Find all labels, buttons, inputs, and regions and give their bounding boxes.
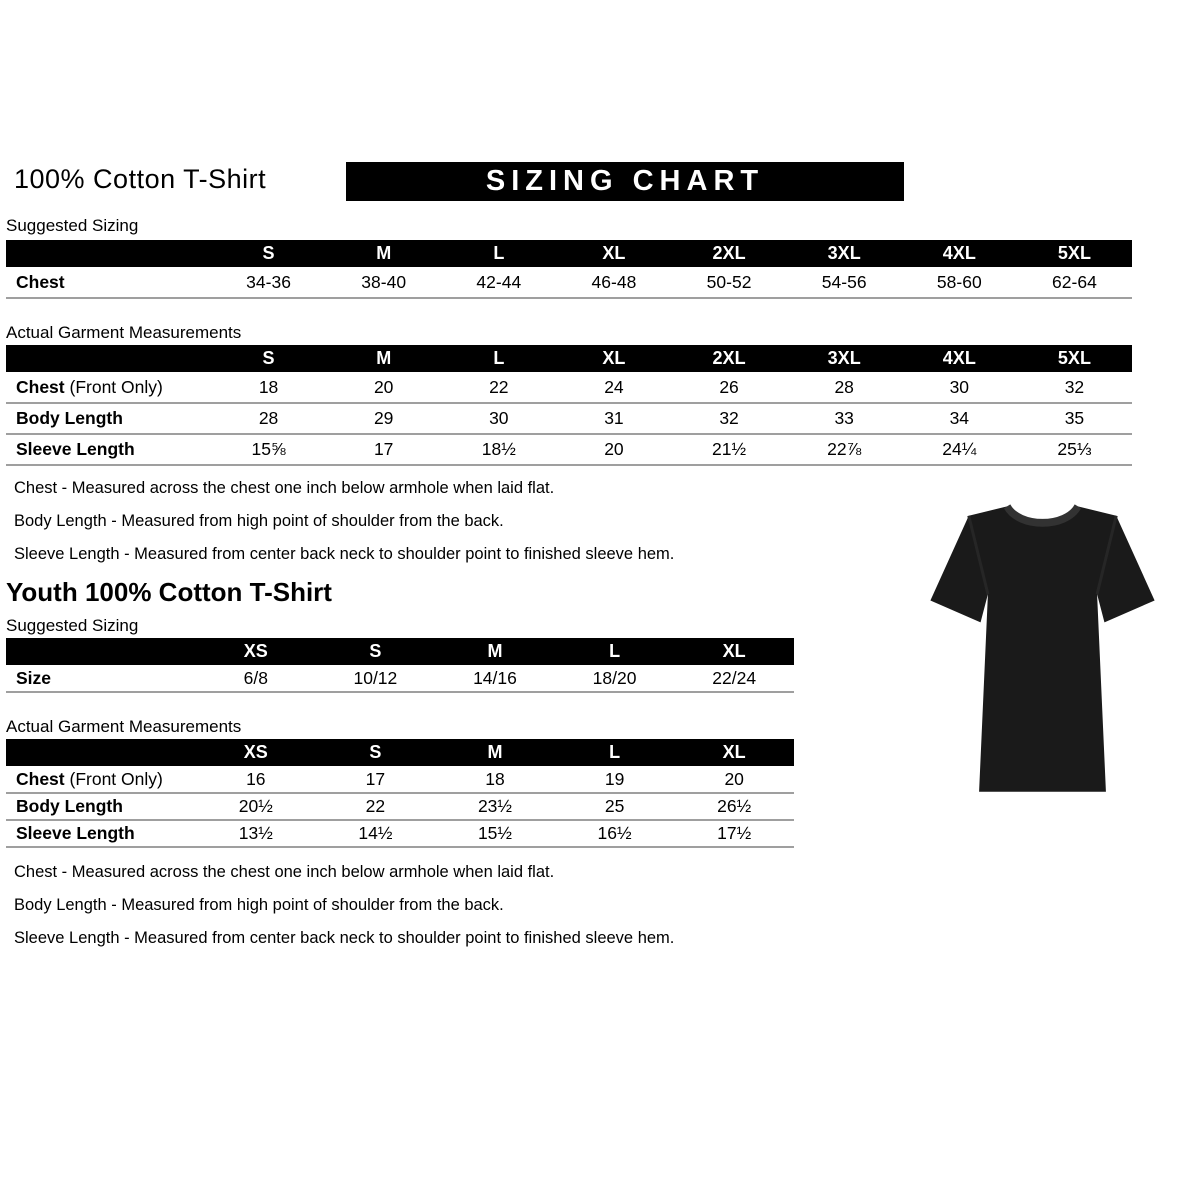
table-row-sleeve-length [6, 434, 1132, 465]
row-label-chest: Chest [6, 267, 211, 298]
header-cell: L [555, 739, 675, 766]
row-label-sleeve-length [6, 820, 196, 847]
size-cell: 24¼ [902, 434, 1017, 465]
size-cell: 25⅓ [1017, 434, 1132, 465]
row-label-body-length [6, 793, 196, 820]
header-cell: M [326, 345, 441, 372]
header-cell: M [435, 739, 555, 766]
note-chest: Chest - Measured across the chest one inch below armhole when laid flat. [14, 479, 555, 497]
header-cell-blank [6, 240, 211, 267]
size-cell: 18½ [441, 434, 556, 465]
row-label-chest [6, 372, 211, 403]
size-cell: 16 [196, 766, 316, 793]
size-cell: 26 [672, 372, 787, 403]
sizing-chart-banner: SIZING CHART [346, 162, 904, 201]
youth-measurement-notes [6, 862, 1136, 948]
size-cell: 30 [441, 403, 556, 434]
size-cell: 58-60 [902, 267, 1017, 298]
note-sleeve-length: Sleeve Length - Measured from center back neck to shoulder point to finished sleeve hem. [14, 929, 675, 947]
size-cell: 15⅝ [211, 434, 326, 465]
size-cell: 18 [211, 372, 326, 403]
youth-actual-measurements-label: Actual Garment Measurements [6, 717, 242, 736]
table-header-row [6, 240, 1132, 267]
table-row-body-length [6, 793, 794, 820]
size-cell: 32 [1017, 372, 1132, 403]
table-header-row [6, 345, 1132, 372]
size-cell: 50-52 [672, 267, 787, 298]
size-cell: 20 [326, 372, 441, 403]
note-sleeve-length: Sleeve Length - Measured from center back neck to shoulder point to finished sleeve hem. [14, 545, 675, 563]
size-cell: 21½ [672, 434, 787, 465]
header-cell: 2XL [672, 345, 787, 372]
header-cell: XS [196, 739, 316, 766]
note-body-length: Body Length - Measured from high point of shoulder from the back. [14, 512, 504, 530]
header-cell: M [326, 240, 441, 267]
table-header-row [6, 638, 794, 665]
size-cell: 46-48 [556, 267, 671, 298]
size-cell: 23½ [435, 793, 555, 820]
header-cell: 5XL [1017, 345, 1132, 372]
note-chest: Chest - Measured across the chest one inch below armhole when laid flat. [14, 863, 555, 881]
table-header-row [6, 739, 794, 766]
row-label-text: Body Length [16, 796, 123, 816]
header-cell: 5XL [1017, 240, 1132, 267]
header-cell: XL [556, 240, 671, 267]
row-label-size: Size [6, 665, 196, 692]
header-cell: 2XL [672, 240, 787, 267]
row-label-suffix: (Front Only) [64, 376, 163, 397]
header-cell: L [441, 345, 556, 372]
header-cell: XL [674, 739, 794, 766]
header-cell: S [211, 240, 326, 267]
size-cell: 17½ [674, 820, 794, 847]
size-cell: 16½ [555, 820, 675, 847]
adult-header-row [6, 160, 1136, 208]
size-cell: 19 [555, 766, 675, 793]
size-cell: 30 [902, 372, 1017, 403]
size-cell: 10/12 [316, 665, 436, 692]
tshirt-collar [1007, 506, 1078, 522]
row-label-body-length [6, 403, 211, 434]
youth-section-title: Youth 100% Cotton T-Shirt [6, 577, 332, 607]
adult-suggested-sizing-label: Suggested Sizing [6, 216, 139, 235]
size-cell: 6/8 [196, 665, 316, 692]
size-cell: 13½ [196, 820, 316, 847]
size-cell: 15½ [435, 820, 555, 847]
size-cell: 31 [556, 403, 671, 434]
header-cell: XL [674, 638, 794, 665]
size-cell: 22⅞ [787, 434, 902, 465]
header-cell: S [211, 345, 326, 372]
header-cell-blank [6, 739, 196, 766]
table-row-size [6, 665, 794, 692]
adult-actual-measurements-table [6, 345, 1132, 466]
size-cell: 24 [556, 372, 671, 403]
size-cell: 54-56 [787, 267, 902, 298]
table-row [6, 267, 1132, 298]
header-cell: L [441, 240, 556, 267]
size-cell: 35 [1017, 403, 1132, 434]
header-cell: S [316, 638, 436, 665]
header-cell: L [555, 638, 675, 665]
row-label-text: Sleeve Length [16, 439, 135, 459]
size-cell: 25 [555, 793, 675, 820]
adult-actual-measurements-label: Actual Garment Measurements [6, 323, 242, 342]
size-cell: 28 [787, 372, 902, 403]
header-cell: XL [556, 345, 671, 372]
size-cell: 14½ [316, 820, 436, 847]
header-cell-blank [6, 345, 211, 372]
row-label-text: Body Length [16, 408, 123, 428]
size-cell: 18/20 [555, 665, 675, 692]
size-cell: 26½ [674, 793, 794, 820]
youth-suggested-sizing-label: Suggested Sizing [6, 616, 139, 635]
size-cell: 32 [672, 403, 787, 434]
adult-suggested-sizing-table [6, 240, 1132, 299]
header-cell: 4XL [902, 240, 1017, 267]
table-row-chest [6, 766, 794, 793]
size-cell: 62-64 [1017, 267, 1132, 298]
size-cell: 18 [435, 766, 555, 793]
size-cell: 28 [211, 403, 326, 434]
size-cell: 22 [441, 372, 556, 403]
size-cell: 20 [556, 434, 671, 465]
row-label-text: Chest [16, 768, 65, 789]
size-cell: 33 [787, 403, 902, 434]
table-row-sleeve-length [6, 820, 794, 847]
table-row-chest [6, 372, 1132, 403]
size-cell: 20½ [196, 793, 316, 820]
size-cell: 22 [316, 793, 436, 820]
size-cell: 22/24 [674, 665, 794, 692]
youth-actual-measurements-table [6, 739, 794, 848]
header-cell: XS [196, 638, 316, 665]
size-cell: 17 [316, 766, 436, 793]
size-cell: 38-40 [326, 267, 441, 298]
header-cell: M [435, 638, 555, 665]
row-label-suffix: (Front Only) [64, 768, 163, 789]
row-label-text: Chest [16, 376, 65, 397]
size-cell: 34-36 [211, 267, 326, 298]
size-cell: 29 [326, 403, 441, 434]
adult-section-title: 100% Cotton T-Shirt [14, 164, 267, 194]
row-label-chest [6, 766, 196, 793]
size-cell: 42-44 [441, 267, 556, 298]
size-cell: 14/16 [435, 665, 555, 692]
size-cell: 20 [674, 766, 794, 793]
header-cell: 3XL [787, 345, 902, 372]
youth-suggested-sizing-table [6, 638, 794, 693]
header-cell: S [316, 739, 436, 766]
header-cell-blank [6, 638, 196, 665]
size-cell: 34 [902, 403, 1017, 434]
note-body-length: Body Length - Measured from high point of shoulder from the back. [14, 896, 504, 914]
header-cell: 4XL [902, 345, 1017, 372]
table-row-body-length [6, 403, 1132, 434]
row-label-text: Sleeve Length [16, 823, 135, 843]
black-tshirt-image [895, 475, 1190, 820]
header-cell: 3XL [787, 240, 902, 267]
size-cell: 17 [326, 434, 441, 465]
row-label-sleeve-length [6, 434, 211, 465]
